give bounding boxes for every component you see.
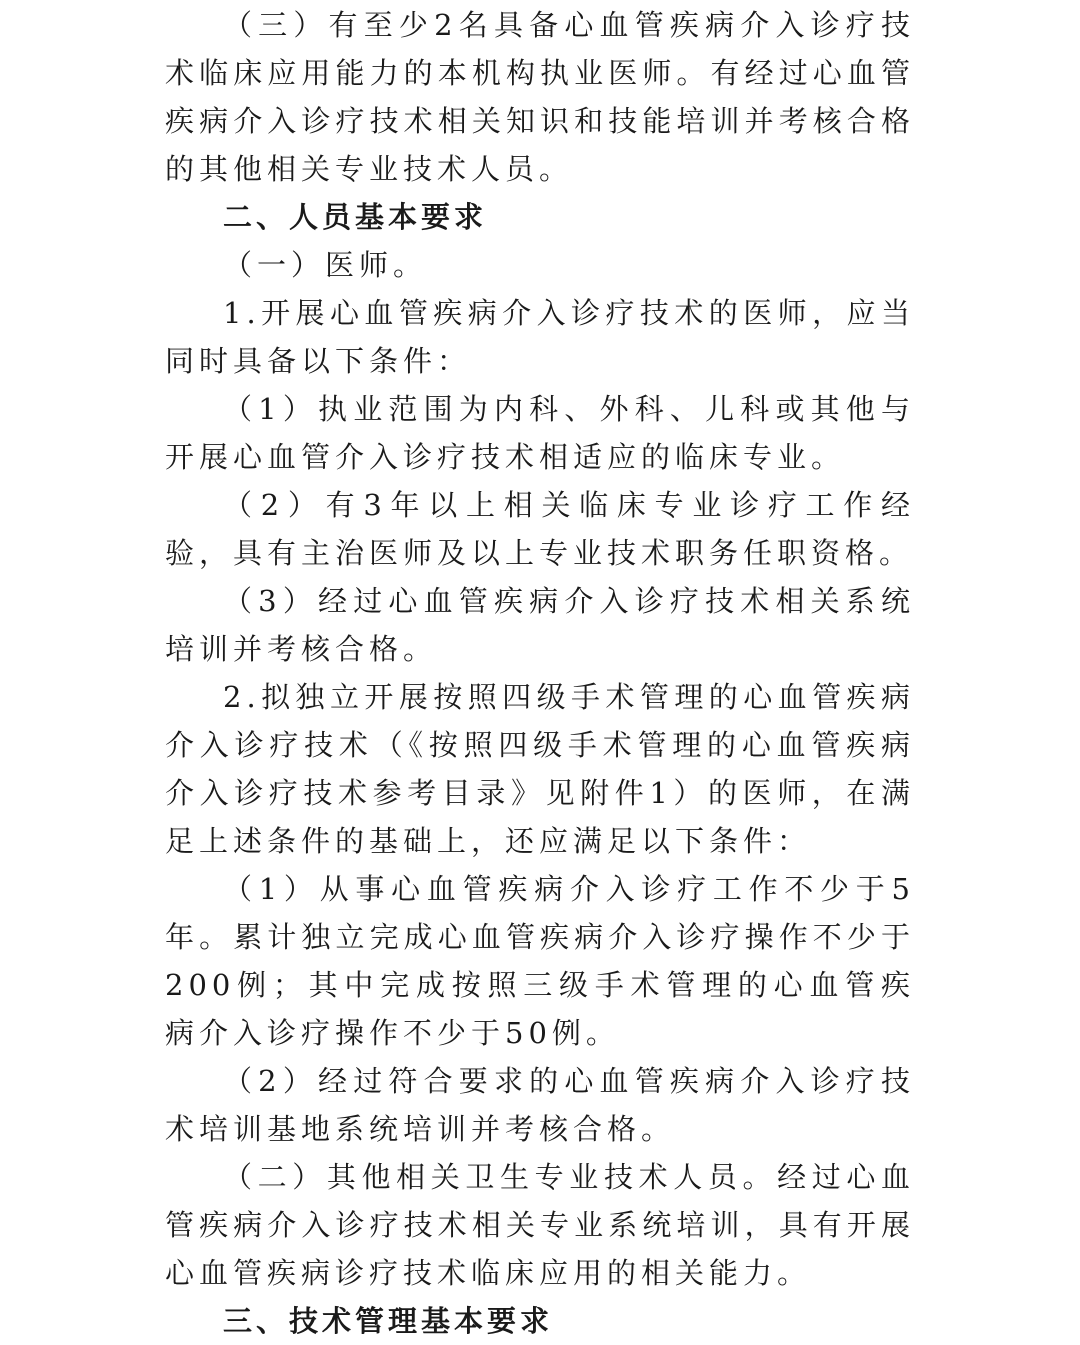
list-item-scope: （1）执业范围为内科、外科、儿科或其他与开展心血管介入诊疗技术相适应的临床专业。 <box>165 392 915 474</box>
document-body <box>165 0 915 1345</box>
section-heading-personnel: 二、人员基本要求 <box>223 200 488 234</box>
list-item-experience: （2）有3年以上相关临床专业诊疗工作经验，具有主治医师及以上专业技术职务任职资格。 <box>165 488 915 570</box>
list-item-training: （3）经过心血管疾病介入诊疗技术相关系统培训并考核合格。 <box>165 584 915 666</box>
paragraph-physician-conditions: 1.开展心血管疾病介入诊疗技术的医师，应当同时具备以下条件： <box>165 296 915 378</box>
subsection-other-staff: （二）其他相关卫生专业技术人员。经过心血管疾病介入诊疗技术相关专业系统培训，具有开展心血管疾病诊疗技术临床应用的相关能力。 <box>165 1160 915 1290</box>
paragraph-level4-conditions: 2.拟独立开展按照四级手术管理的心血管疾病介入诊疗技术（《按照四级手术管理的心血管疾病介入诊疗技术参考目录》见附件1）的医师，在满足上述条件的基础上，还应满足以下条件： <box>165 680 915 858</box>
list-item-base-training: （2）经过符合要求的心血管疾病介入诊疗技术培训基地系统培训并考核合格。 <box>165 1064 915 1146</box>
paragraph-requirement-3: （三）有至少2名具备心血管疾病介入诊疗技术临床应用能力的本机构执业医师。有经过心血管疾病介入诊疗技术相关知识和技能培训并考核合格的其他相关专业技术人员。 <box>165 8 915 186</box>
list-item-practice-years: （1）从事心血管疾病介入诊疗工作不少于5年。累计独立完成心血管疾病介入诊疗操作不少于200例；其中完成按照三级手术管理的心血管疾病介入诊疗操作不少于50例。 <box>165 872 915 1050</box>
section-heading-technical-management: 三、技术管理基本要求 <box>223 1304 554 1338</box>
subsection-physicians: （一）医师。 <box>223 248 428 282</box>
